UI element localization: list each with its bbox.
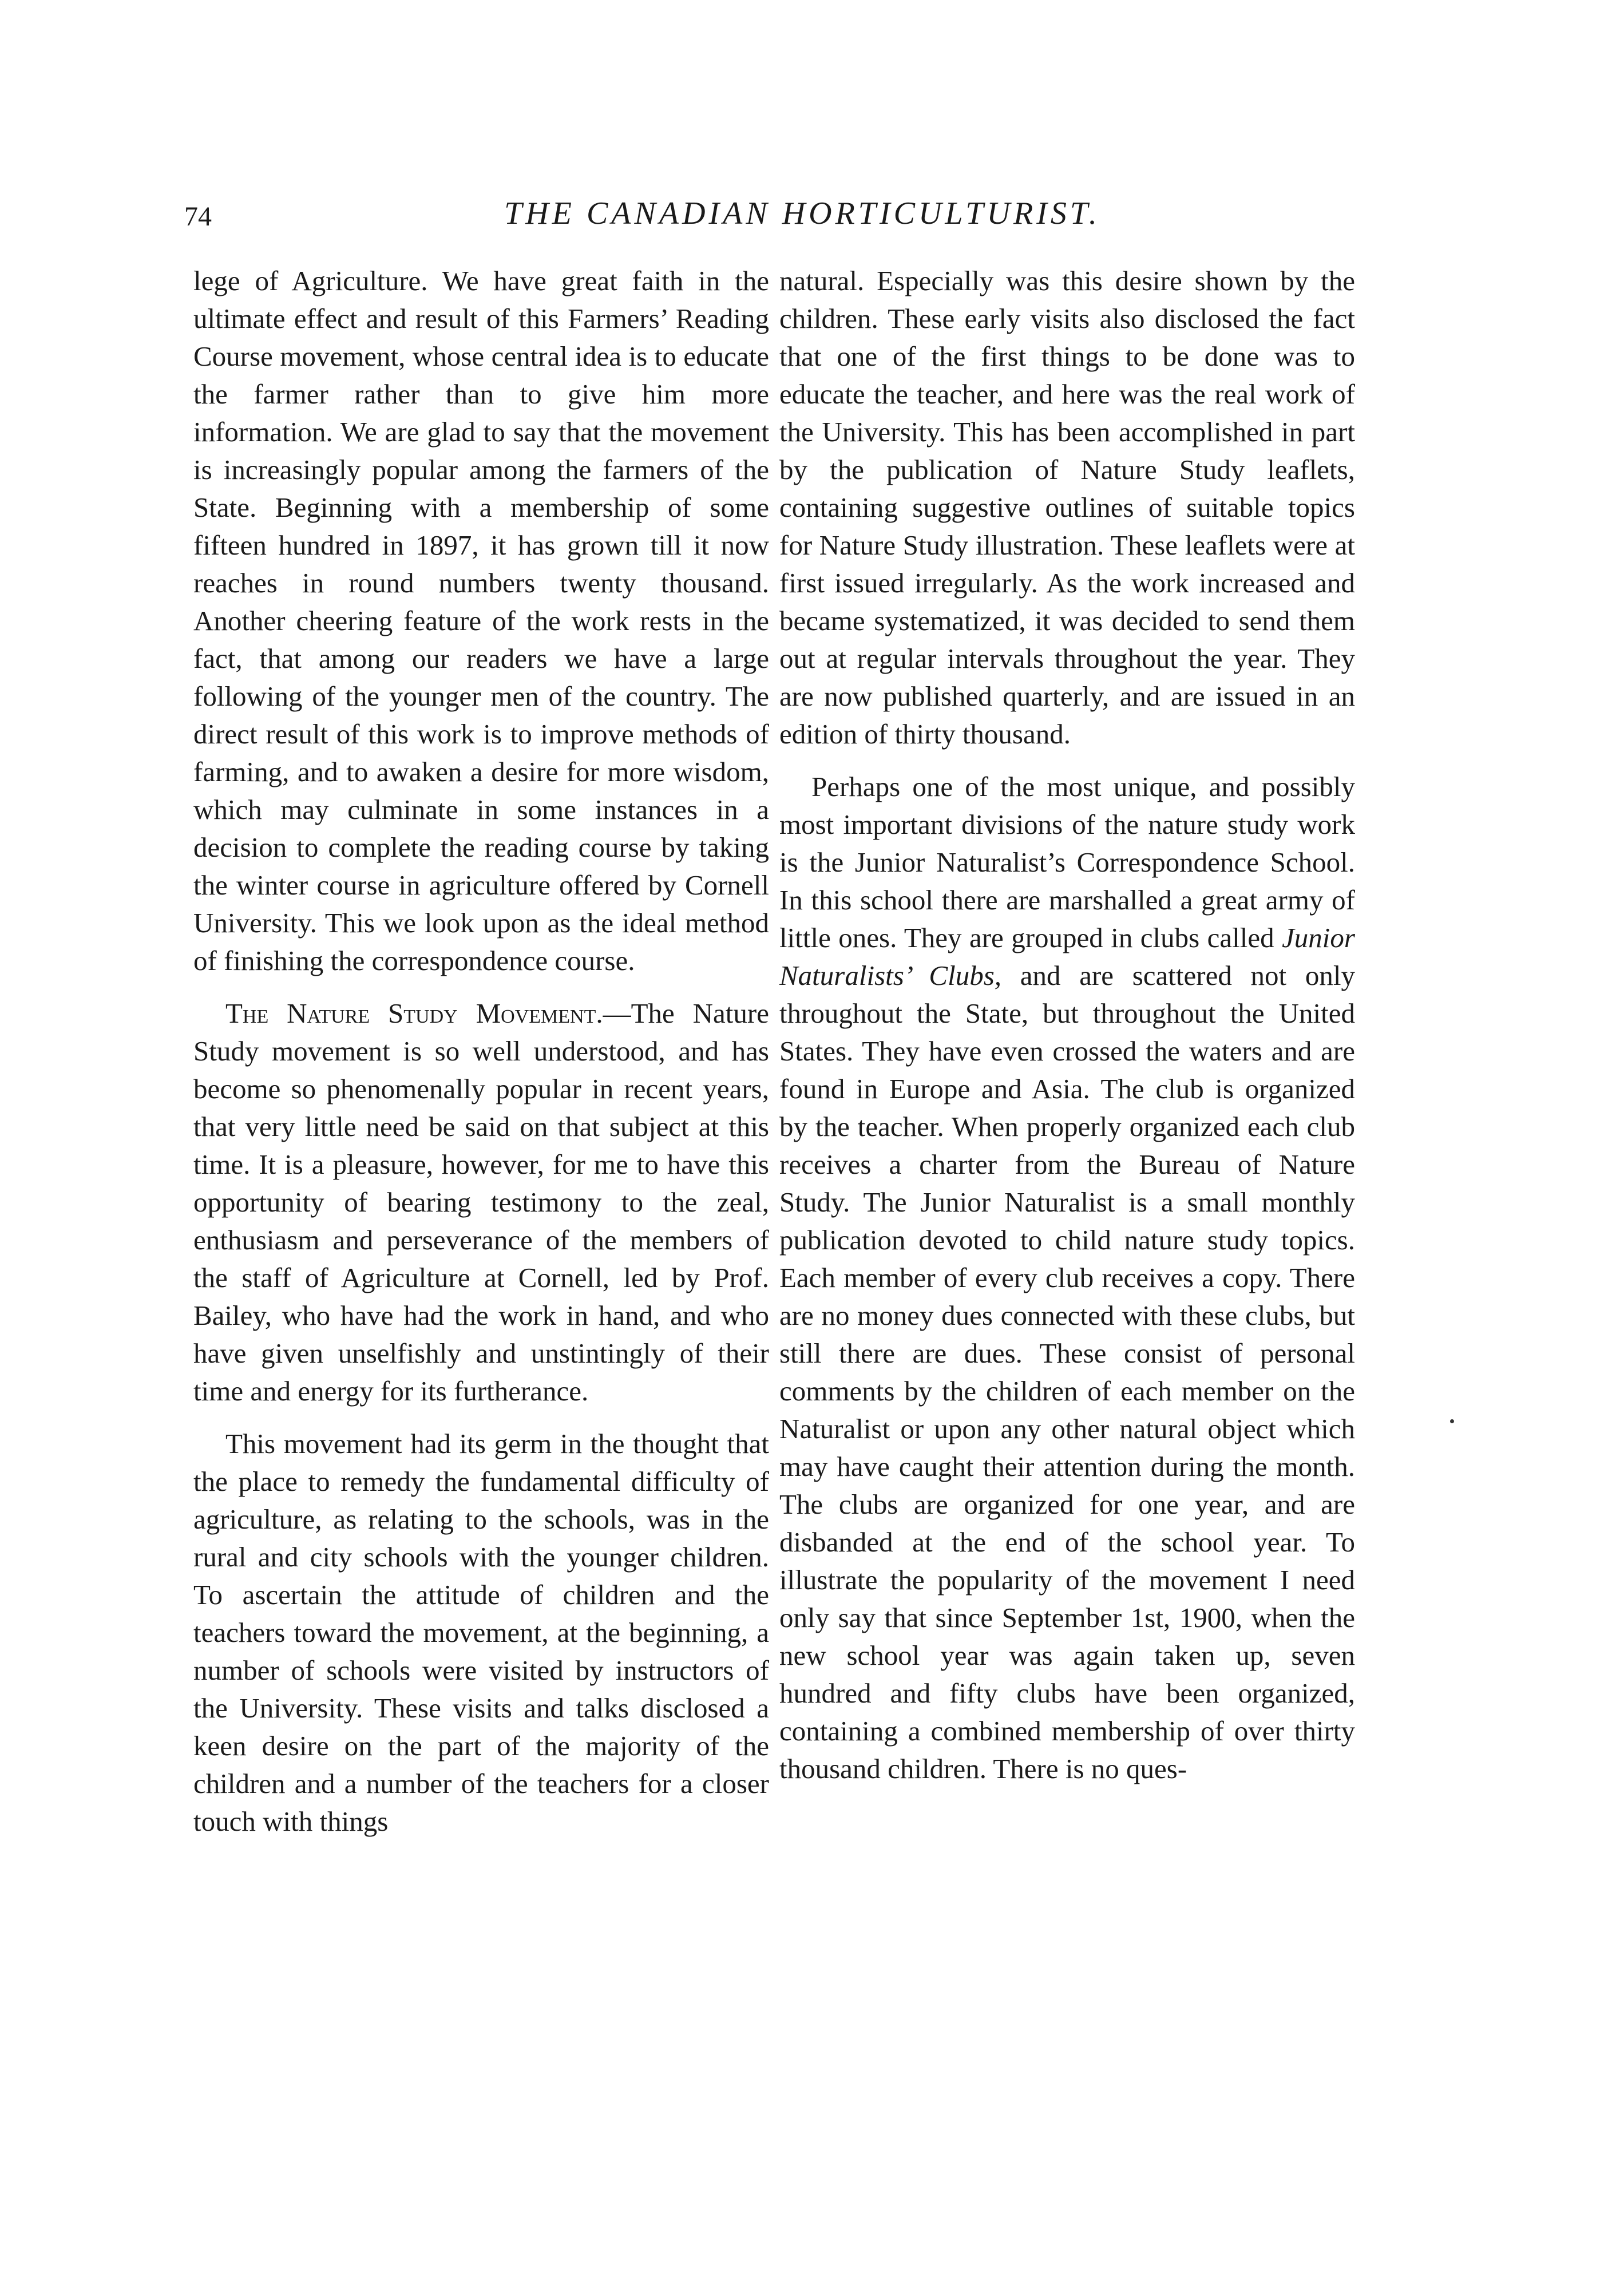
margin-speck [1450,1419,1454,1423]
club-name-italic: Junior Naturalists’ Clubs, [779,922,1355,991]
section-heading-nature-study: The Nature Study Movement. [225,997,603,1029]
paragraph-text: and are scattered not only throughout the State, but throughout the United States. They have even crossed the waters and are found in Europe and Asia. The club is organized by the teacher. When properly organized each club receives a charter from the Bureau of Nature Study. The Junior Naturalist is a small monthly publication devoted to child nature study topics. Each member of every club receives a copy. There are no money dues connected with these clubs, but still there are dues. These consist of personal comments by the children of each member on the Naturalist or upon any other natural object which may have caught their attention during the month. The clubs are organized for one year, and are disbanded at the end of the school year. To illustrate the popularity of the movement I need only say that since September 1st, 1900, when the new school year was again taken up, seven hundred and fifty clubs have been organized, containing a combined membership of over thirty thousand children. There is no ques- [779,960,1355,1784]
right-column [779,262,1355,1788]
paragraph-junior-naturalist [779,768,1355,1788]
page-header [184,193,1420,245]
paragraph-text: —The Nature Study movement is so well understood, and has become so phenomenally popular in recent years, that very little need be said on that subject at this time. It is a pleasure, however, for me to have this opportunity of bearing testimony to the zeal, enthusiasm and perseverance of the members of the staff of Agriculture at Cornell, led by Prof. Bailey, who have had the work in hand, and who have given unselfishly and unstintingly of their time and energy for its furtherance. [193,997,769,1407]
paragraph-text: Perhaps one of the most unique, and possibly most important divisions of the nature study work is the Junior Naturalist’s Correspondence School. In this school there are marshalled a great army of little ones. They are grouped in clubs called [779,771,1355,953]
journal-title: THE CANADIAN HORTICULTURIST. [504,196,1100,231]
paragraph-leaflets: natural. Especially was this desire shown by the children. These early visits also disclosed the fact that one of the first things to be done was to educate the teacher, and here was the real work of the University. This has been accomplished in part by the publication of Nature Study leaflets, containing suggestive outlines of suitable topics for Nature Study illustration. These leaflets were at first issued irregularly. As the work increased and became systematized, it was decided to send them out at regular intervals throughout the year. They are now published quarterly, and are issued in an edition of thirty thousand. [779,265,1355,750]
left-column [193,262,769,1840]
page-number: 74 [184,201,212,232]
paragraph-movement-germ: This movement had its germ in the thought that the place to remedy the fundamental difficulty of agriculture, as relating to the schools, was in the rural and city schools with the younger children. To ascertain the attitude of children and the teachers toward the movement, at the beginning, a number of schools were visited by instructors of the University. These visits and talks disclosed a keen desire on the part of the majority of the children and a number of the teachers for a closer touch with things [193,1428,769,1837]
paragraph-reading-course: lege of Agriculture. We have great faith in the ultimate effect and result of this Farmers’ Reading Course movement, whose central idea is to educate the farmer rather than to give him more information. We are glad to say that the movement is increasingly popular among the farmers of the State. Beginning with a membership of some fifteen hundred in 1897, it has grown till it now reaches in round numbers twenty thousand. Another cheering feature of the work rests in the fact, that among our readers we have a large following of the younger men of the country. The direct result of this work is to improve methods of farming, and to awaken a desire for more wisdom, which may culminate in some instances in a decision to complete the reading course by taking the winter course in agriculture offered by Cornell University. This we look upon as the ideal method of finishing the correspondence course. [193,265,769,976]
paragraph-nature-study-movement [193,995,769,1410]
